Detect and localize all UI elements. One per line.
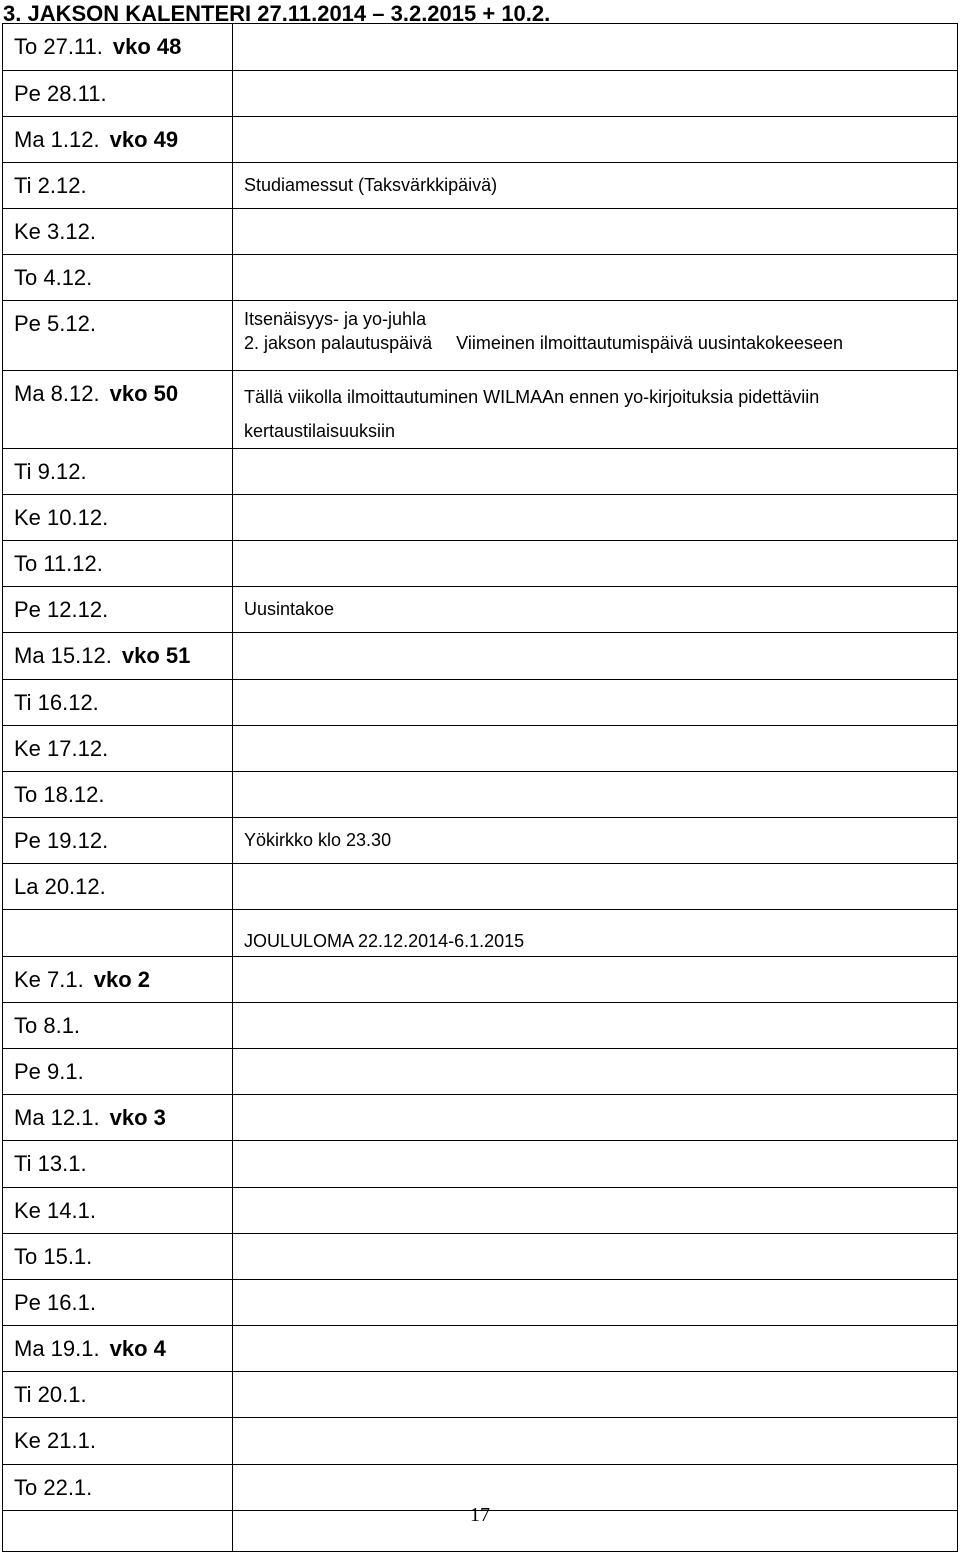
calendar-row — [3, 1095, 958, 1141]
note-cell — [233, 1418, 958, 1465]
day-label: Ke 10.12. — [14, 505, 109, 530]
day-cell — [3, 1141, 233, 1188]
note-cell — [233, 957, 958, 1003]
calendar-row — [3, 541, 958, 587]
day-label: Ke 21.1. — [14, 1428, 96, 1453]
note-cell — [233, 1049, 958, 1095]
calendar-row — [3, 1326, 958, 1372]
day-label: To 15.1. — [14, 1244, 93, 1269]
note-cell — [233, 1234, 958, 1280]
calendar-row — [3, 910, 958, 957]
calendar-row — [3, 818, 958, 864]
day-label: To 18.12. — [14, 782, 105, 807]
note-cell — [233, 209, 958, 255]
note-cell — [233, 1188, 958, 1234]
note-line — [244, 380, 957, 414]
calendar-row — [3, 1003, 958, 1049]
day-cell — [3, 680, 233, 726]
note-cell — [233, 449, 958, 495]
note-cell — [233, 1326, 958, 1372]
day-cell — [3, 71, 233, 117]
day-cell — [3, 633, 233, 680]
calendar-row — [3, 1049, 958, 1095]
week-label: vko 2 — [93, 967, 150, 992]
day-label: To 22.1. — [14, 1475, 93, 1500]
note-cell — [233, 818, 958, 864]
day-cell — [3, 1095, 233, 1141]
week-label: vko 49 — [109, 127, 179, 152]
note-cell — [233, 772, 958, 818]
note-cell — [233, 1003, 958, 1049]
calendar-row — [3, 24, 958, 71]
day-label: Pe 16.1. — [14, 1290, 96, 1315]
day-label: Ti 13.1. — [14, 1151, 87, 1176]
note-line — [244, 173, 957, 197]
day-cell — [3, 818, 233, 864]
day-cell — [3, 449, 233, 495]
day-label: Ma 15.12. — [14, 643, 112, 668]
note-wilma: Tällä viikolla ilmoittautuminen WILMAAn ennen yo-kirjoituksia pidettäviin — [244, 387, 820, 407]
calendar-row — [3, 255, 958, 301]
note-studiamessut: Studiamessut (Taksvärkkipäivä) — [244, 175, 498, 195]
calendar-row — [3, 301, 958, 371]
day-label: Ma 1.12. — [14, 127, 100, 152]
note-cell — [233, 726, 958, 772]
calendar-row — [3, 726, 958, 772]
calendar-table — [2, 23, 958, 1552]
calendar-row — [3, 117, 958, 163]
week-label: vko 48 — [112, 34, 182, 59]
calendar-row — [3, 772, 958, 818]
day-label: Ke 17.12. — [14, 736, 109, 761]
note-cell — [233, 495, 958, 541]
page-title: 3. JAKSON KALENTERI 27.11.2014 – 3.2.2015 + 10.2. — [3, 1, 551, 26]
note-cell — [233, 1280, 958, 1326]
note-itsenaisyys: Itsenäisyys- ja yo-juhla — [244, 309, 427, 329]
day-cell — [3, 772, 233, 818]
note-cell — [233, 163, 958, 209]
week-label: vko 50 — [109, 381, 179, 406]
calendar-row — [3, 71, 958, 117]
day-cell — [3, 209, 233, 255]
day-label: Pe 5.12. — [14, 311, 96, 336]
day-label: Ti 2.12. — [14, 173, 87, 198]
day-cell — [3, 864, 233, 910]
day-label: To 4.12. — [14, 265, 93, 290]
note-cell — [233, 910, 958, 957]
calendar-row — [3, 1234, 958, 1280]
day-cell — [3, 1418, 233, 1465]
calendar-row — [3, 1372, 958, 1418]
calendar-row — [3, 680, 958, 726]
note-kertaus: kertaustilaisuuksiin — [244, 421, 396, 441]
note-joululoma: JOULULOMA 22.12.2014-6.1.2015 — [244, 931, 525, 951]
note-line — [244, 828, 957, 852]
day-cell — [3, 117, 233, 163]
day-cell — [3, 1234, 233, 1280]
note-uusintakoe: Uusintakoe — [244, 599, 335, 619]
week-label: vko 3 — [109, 1105, 166, 1130]
day-cell — [3, 1372, 233, 1418]
day-label: Ti 16.12. — [14, 690, 99, 715]
day-label: Ke 7.1. — [14, 967, 84, 992]
note-cell — [233, 587, 958, 633]
note-cell — [233, 24, 958, 71]
day-cell — [3, 1188, 233, 1234]
calendar-row — [3, 495, 958, 541]
calendar-row — [3, 633, 958, 680]
day-label: Ma 8.12. — [14, 381, 100, 406]
note-line — [244, 929, 957, 953]
day-label: To 8.1. — [14, 1013, 81, 1038]
calendar-row — [3, 371, 958, 449]
calendar-row — [3, 449, 958, 495]
day-cell — [3, 1003, 233, 1049]
calendar-row — [3, 209, 958, 255]
day-cell — [3, 495, 233, 541]
day-cell — [3, 163, 233, 209]
note-cell — [233, 71, 958, 117]
day-cell — [3, 541, 233, 587]
calendar-row — [3, 864, 958, 910]
day-cell — [3, 726, 233, 772]
day-label: Pe 12.12. — [14, 597, 109, 622]
week-label: vko 51 — [121, 643, 191, 668]
day-label: Ma 19.1. — [14, 1336, 100, 1361]
day-cell — [3, 1326, 233, 1372]
week-label: vko 4 — [109, 1336, 166, 1361]
day-label: Ma 12.1. — [14, 1105, 100, 1130]
note-cell — [233, 255, 958, 301]
day-cell — [3, 587, 233, 633]
day-label: Pe 19.12. — [14, 828, 109, 853]
day-cell — [3, 255, 233, 301]
day-cell — [3, 957, 233, 1003]
note-palautus: 2. jakson palautuspäivä — [244, 333, 433, 353]
note-cell — [233, 1141, 958, 1188]
note-cell — [233, 371, 958, 449]
day-label: Ke 14.1. — [14, 1198, 96, 1223]
note-line — [244, 597, 957, 621]
page-number: 17 — [470, 1504, 490, 1526]
day-label: Ti 20.1. — [14, 1382, 87, 1407]
day-label: To 11.12. — [14, 551, 103, 576]
note-cell — [233, 541, 958, 587]
note-cell — [233, 633, 958, 680]
note-viimeinen: Viimeinen ilmoittautumispäivä uusintakokeeseen — [456, 333, 844, 353]
note-cell — [233, 680, 958, 726]
day-label: Ti 9.12. — [14, 459, 87, 484]
note-yokirkko: Yökirkko klo 23.30 — [244, 830, 392, 850]
day-label: Pe 9.1. — [14, 1059, 84, 1084]
calendar-row — [3, 1418, 958, 1465]
note-line — [244, 414, 957, 448]
day-cell — [3, 371, 233, 449]
note-cell — [233, 117, 958, 163]
note-line — [244, 331, 957, 355]
calendar-row — [3, 1280, 958, 1326]
note-cell — [233, 1372, 958, 1418]
day-cell — [3, 910, 233, 957]
note-cell — [233, 864, 958, 910]
day-label: To 27.11. — [14, 34, 103, 59]
day-label: Ke 3.12. — [14, 219, 96, 244]
calendar-row — [3, 957, 958, 1003]
calendar-row — [3, 1141, 958, 1188]
note-cell — [233, 301, 958, 371]
day-cell — [3, 1280, 233, 1326]
day-cell — [3, 1049, 233, 1095]
note-cell — [233, 1095, 958, 1141]
day-label: Pe 28.11. — [14, 81, 107, 106]
note-line — [244, 307, 957, 331]
day-cell — [3, 24, 233, 71]
day-label: La 20.12. — [14, 874, 106, 899]
day-cell — [3, 301, 233, 371]
calendar-row — [3, 1188, 958, 1234]
calendar-row — [3, 163, 958, 209]
calendar-row — [3, 587, 958, 633]
